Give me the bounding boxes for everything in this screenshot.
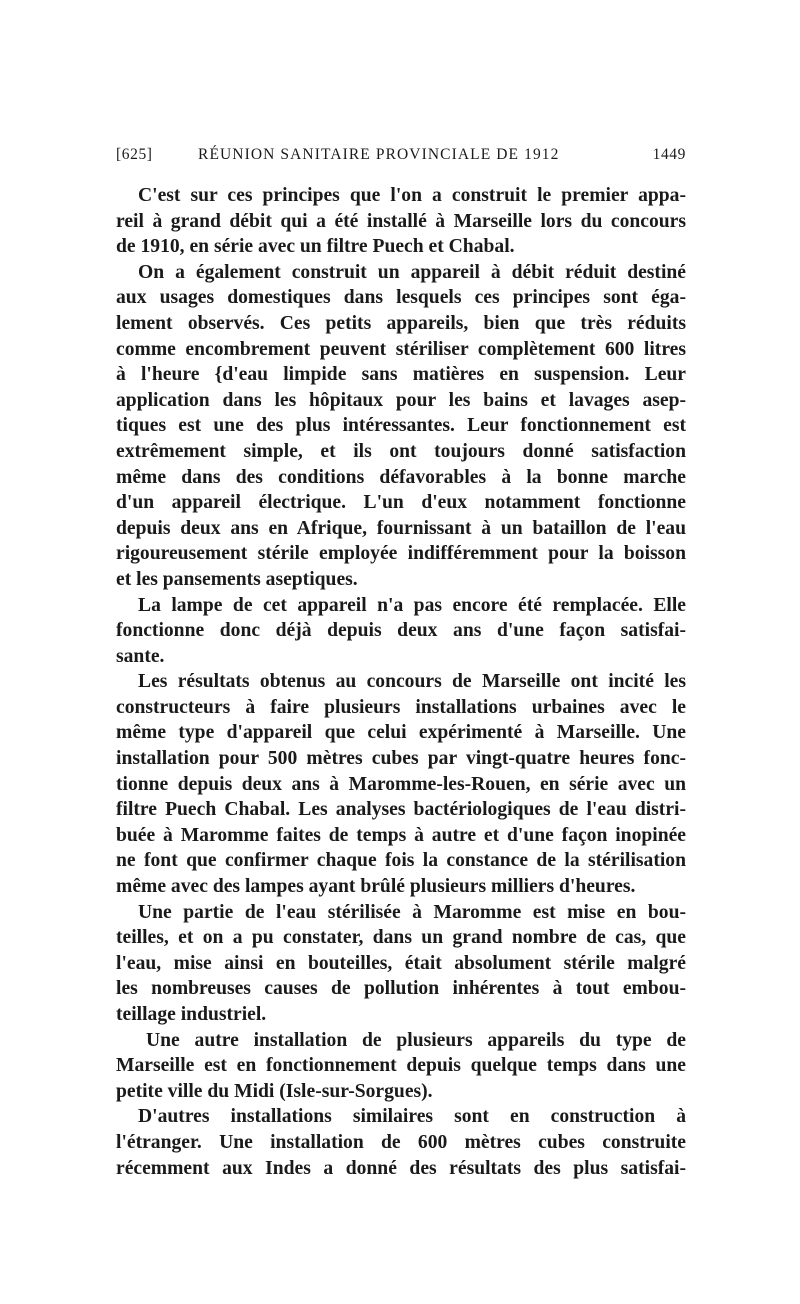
body-text [116,183,686,1181]
text-line: Une partie de l'eau stérilisée à Maromme est mise en bou- [138,901,686,923]
text-line: constructeurs à faire plusieurs installations urbaines avec le [116,696,686,718]
text-line: rigoureusement stérile employée indifféremment pour la boisson [116,543,686,565]
page-number: 1449 [652,146,686,163]
text-line: l'eau, mise ainsi en bouteilles, était absolument stérile malgré [116,952,686,974]
text-line: fonctionne donc déjà depuis deux ans d'une façon satisfai- [116,620,686,642]
text-line: petite ville du Midi (Isle-sur-Sorgues). [116,1080,433,1102]
text-line: La lampe de cet appareil n'a pas encore été remplacée. Elle [138,594,686,616]
text-line: d'un appareil électrique. L'un d'eux notamment fonctionne [116,492,686,514]
text-line: aux usages domestiques dans lesquels ces principes sont éga- [116,287,686,309]
text-line: lement observés. Ces petits appareils, bien que très réduits [116,312,686,334]
text-line: buée à Maromme faites de temps à autre et d'une façon inopinée [116,824,686,846]
text-line: même avec des lampes ayant brûlé plusieurs milliers d'heures. [116,876,636,898]
text-line: depuis deux ans en Afrique, fournissant à un bataillon de l'eau [116,517,686,539]
text-line: et les pansements aseptiques. [116,568,358,590]
running-header [116,146,686,170]
text-line: application dans les hôpitaux pour les bains et lavages asep- [116,389,686,411]
text-line: Marseille est en fonctionnement depuis quelque temps dans une [116,1055,686,1077]
text-line: à l'heure {d'eau limpide sans matières en suspension. Leur [116,364,686,386]
text-line: teillage industriel. [116,1004,267,1025]
text-line: filtre Puech Chabal. Les analyses bactériologiques de l'eau distri- [116,799,686,821]
text-line: même dans des conditions défavorables à la bonne marche [116,466,686,488]
text-line: récemment aux Indes a donné des résultats des plus satisfai- [116,1157,686,1179]
text-line: extrêmement simple, et ils ont toujours donné satisfaction [116,440,686,462]
text-line: installation pour 500 mètres cubes par vingt-quatre heures fonc- [116,748,686,770]
text-line: Une autre installation de plusieurs appareils du type de [146,1029,686,1051]
text-line: C'est sur ces principes que l'on a construit le premier appa- [138,185,686,206]
running-title: RÉUNION SANITAIRE PROVINCIALE DE 1912 [198,146,560,163]
text-line: Les résultats obtenus au concours de Marseille ont incité les [138,671,686,693]
text-line: teilles, et on a pu constater, dans un grand nombre de cas, que [116,927,686,949]
text-line: ne font que confirmer chaque fois la constance de la stérilisation [116,850,686,872]
text-line: reil à grand débit qui a été installé à Marseille lors du concours [116,210,686,232]
text-line: sante. [116,645,165,667]
text-line: l'étranger. Une installation de 600 mètres cubes construite [116,1131,686,1153]
text-line: tionne depuis deux ans à Maromme-les-Rouen, en série avec un [116,773,686,795]
page-reference: [625] [116,146,153,163]
text-line: de 1910, en série avec un filtre Puech et Chabal. [116,236,515,258]
text-line: comme encombrement peuvent stériliser complètement 600 litres [116,338,686,360]
text-line: On a également construit un appareil à débit réduit destiné [138,261,686,283]
text-line: même type d'appareil que celui expérimenté à Marseille. Une [116,722,686,744]
text-line: les nombreuses causes de pollution inhérentes à tout embou- [116,978,686,1000]
text-line: tiques est une des plus intéressantes. Leur fonctionnement est [116,415,686,437]
text-line: D'autres installations similaires sont en construction à [138,1106,686,1128]
